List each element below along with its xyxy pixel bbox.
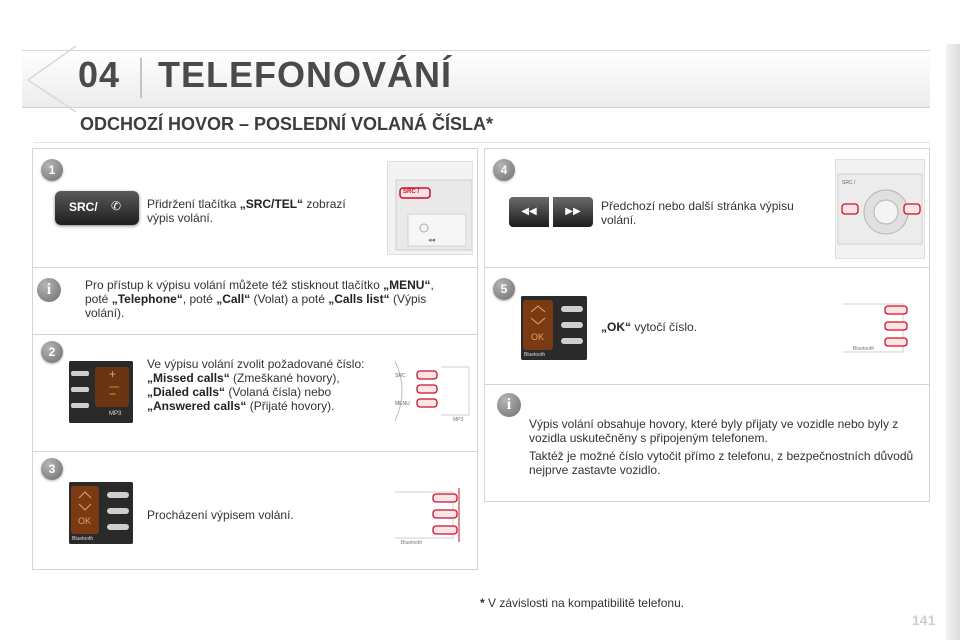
info-1-a: Pro přístup k výpisu volání můžete též stisknout tlačítko bbox=[85, 278, 384, 292]
step-1-src-tiny-label: SRC / bbox=[403, 189, 420, 195]
step-1-radio-thumbnail bbox=[387, 161, 473, 255]
wheel-controls-drawing bbox=[391, 355, 471, 425]
info-1-text bbox=[85, 278, 455, 320]
ok-keypad-drawing bbox=[69, 482, 133, 544]
info-icon-2: i bbox=[497, 393, 521, 417]
step-3-row bbox=[33, 452, 477, 569]
chapter-number: 04 bbox=[78, 54, 121, 95]
step-1-text-a: Přidržení tlačítka bbox=[147, 197, 240, 211]
step-5-text bbox=[601, 320, 801, 334]
step-5-badge: 5 bbox=[493, 278, 515, 300]
step-5-bluetooth-label: Bluetooth bbox=[853, 346, 875, 352]
ok-button-label: OK bbox=[531, 332, 545, 342]
step-2-wheel-thumbnail bbox=[391, 355, 471, 425]
prev-page-button bbox=[509, 197, 549, 227]
step-2-answered: „Answered calls“ bbox=[147, 399, 247, 413]
section-title: ODCHOZÍ HOVOR – POSLEDNÍ VOLANÁ ČÍSLA* bbox=[80, 114, 494, 134]
page-edge-strip bbox=[946, 44, 960, 640]
next-page-button bbox=[553, 197, 593, 227]
step-2-text bbox=[147, 357, 369, 413]
bluetooth-label: Bluetooth bbox=[72, 536, 94, 542]
src-tel-button-illustration bbox=[55, 191, 139, 225]
info-2-paragraph-2: Taktéž je možné číslo vytočit přímo z telefonu, z bezpečnostních důvodů nejprve zastavte vozidlo. bbox=[529, 449, 914, 477]
ok-keypad-illustration bbox=[69, 482, 133, 544]
step-5-keypad-thumbnail bbox=[841, 296, 921, 362]
step-1-text bbox=[147, 197, 367, 225]
rotary-knob-drawing bbox=[836, 160, 924, 258]
steering-wheel-buttons-illustration bbox=[69, 361, 133, 423]
info-1-calls-list: „Calls list“ bbox=[328, 292, 390, 306]
radio-panel-drawing bbox=[388, 162, 472, 254]
wheel-menu-label: MENU bbox=[395, 401, 410, 407]
mp3-label: MP3 bbox=[109, 411, 122, 417]
ok-button-illustration bbox=[521, 296, 587, 360]
minus-symbol: − bbox=[109, 387, 117, 401]
step-2-missed: „Missed calls“ bbox=[147, 371, 230, 385]
step-2-dialed: „Dialed calls“ bbox=[147, 385, 226, 399]
step-5-keypad-outline bbox=[841, 296, 921, 362]
plus-symbol: + bbox=[109, 367, 117, 381]
chapter-separator bbox=[140, 58, 142, 98]
step-4-text: Předchozí nebo další stránka výpisu volání. bbox=[601, 199, 794, 227]
step-4-row bbox=[485, 149, 929, 268]
step-3-keypad-thumbnail bbox=[393, 482, 471, 548]
wheel-mp3-label: MP3 bbox=[453, 417, 464, 423]
phone-handset-icon: ✆ bbox=[111, 199, 122, 213]
chapter-title: TELEFONOVÁNÍ bbox=[158, 54, 453, 95]
ok-bluetooth-label: Bluetooth bbox=[524, 352, 546, 358]
info-2-paragraph-1: Výpis volání obsahuje hovory, které byly přijaty ve vozidle nebo byly z vozidla uskutečněny s připojeným telefonem. bbox=[529, 417, 899, 445]
step-1-text-b: zobrazí výpis volání. bbox=[147, 197, 346, 225]
info-1-d: (Volat) a poté bbox=[250, 292, 329, 306]
step-5-row bbox=[485, 268, 929, 385]
step-2-row bbox=[33, 335, 477, 452]
step-2-b: (Zmeškané hovory), bbox=[229, 371, 340, 385]
info-icon: i bbox=[37, 278, 61, 302]
step-1-key: „SRC/TEL“ bbox=[239, 197, 304, 211]
right-instructions-panel bbox=[484, 148, 930, 502]
keypad-outline-drawing bbox=[393, 482, 471, 548]
ok-label: OK bbox=[78, 516, 92, 526]
footnote-star: * bbox=[480, 596, 485, 610]
info-1-e: (Výpis volání). bbox=[85, 292, 427, 320]
svg-text:◂◂: ◂◂ bbox=[428, 237, 436, 244]
src-tel-button-label: SRC/ bbox=[69, 200, 98, 214]
info-1-c: , poté bbox=[182, 292, 217, 306]
step-2-a: Ve výpisu volání zvolit požadované číslo: bbox=[147, 357, 365, 371]
step-2-d: (Přijaté hovory). bbox=[246, 399, 335, 413]
step-4-radio-thumbnail bbox=[835, 159, 925, 259]
step-1-badge: 1 bbox=[41, 159, 63, 181]
footnote-text: V závislosti na kompatibilitě telefonu. bbox=[484, 596, 685, 610]
info-1-call: „Call“ bbox=[216, 292, 251, 306]
step-2-badge: 2 bbox=[41, 341, 63, 363]
step-3-badge: 3 bbox=[41, 458, 63, 480]
step-1-row bbox=[33, 149, 477, 268]
footnote bbox=[480, 596, 684, 610]
info-2-row bbox=[485, 385, 929, 501]
step-4-badge: 4 bbox=[493, 159, 515, 181]
page-number: 141 bbox=[912, 612, 936, 628]
info-1-row bbox=[33, 268, 477, 335]
rewind-icon: ◀◀ bbox=[521, 206, 537, 217]
step-3-text: Procházení výpisem volání. bbox=[147, 508, 294, 522]
ok-button-drawing bbox=[521, 296, 587, 360]
step-4-src-tiny-label: SRC / bbox=[842, 180, 856, 186]
info-1-menu: „MENU“ bbox=[383, 278, 431, 292]
info-1-telephone: „Telephone“ bbox=[111, 292, 183, 306]
step-2-c: (Volaná čísla) nebo bbox=[225, 385, 332, 399]
steering-buttons-drawing bbox=[69, 361, 133, 423]
chapter-corner-decoration bbox=[20, 44, 80, 114]
step-5-a: vytočí číslo. bbox=[631, 320, 698, 334]
keypad-bluetooth-label: Bluetooth bbox=[401, 540, 423, 546]
step-5-key: „OK“ bbox=[601, 320, 631, 334]
fast-forward-icon: ▶▶ bbox=[565, 206, 581, 217]
wheel-src-label: SRC bbox=[395, 373, 406, 379]
left-instructions-panel bbox=[32, 148, 478, 570]
info-1-b: , poté bbox=[85, 278, 434, 306]
chapter-header bbox=[22, 50, 930, 106]
